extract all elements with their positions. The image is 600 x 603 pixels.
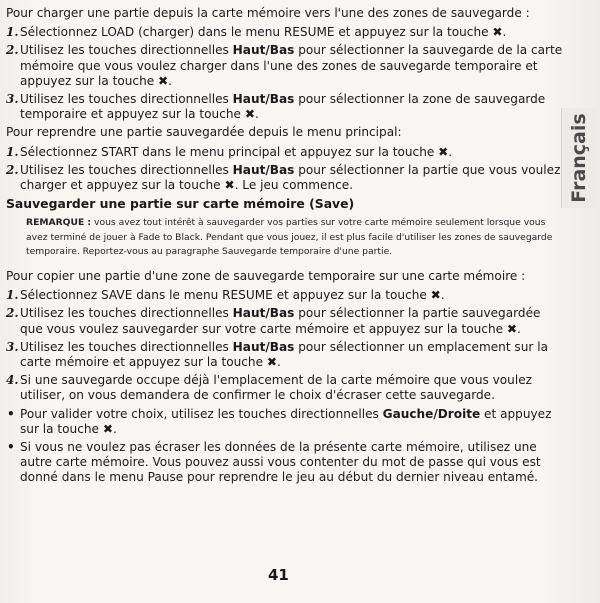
language-tab-label: Français — [568, 113, 590, 203]
step-number: 2. — [6, 162, 19, 177]
list-item — [6, 440, 566, 486]
step-text-end: . — [168, 73, 173, 88]
step-text: Sélectionnez LOAD (charger) dans le menu RESUME et appuyez sur la touche — [20, 25, 493, 40]
step-number: 1. — [6, 144, 19, 159]
step-text: pour sélectionner la zone de sauvegarde temporaire et appuyez sur la touche — [20, 92, 546, 122]
bullet-text: Pour valider votre choix, utilisez les touches directionnelles — [20, 406, 383, 421]
step-text: Sélectionnez START dans le menu principal et appuyez sur la touche — [20, 144, 439, 159]
step-text: pour sélectionner la sauvegarde de la carte mémoire que vous voulez charger dans l'une des zones de sauvegarde temporaire et appuyez sur la touche — [20, 43, 563, 88]
load-steps — [6, 25, 566, 122]
note-box — [26, 216, 566, 259]
page-number: 41 — [268, 566, 289, 584]
list-item — [6, 340, 566, 370]
section-heading: Sauvegarder une partie sur carte mémoire (Save) — [6, 196, 355, 212]
step-text-end: . — [517, 321, 521, 336]
cross-button-icon: ✖ — [244, 107, 255, 122]
key-name: Haut/Bas — [232, 306, 295, 321]
note-label: REMARQUE : — [26, 217, 92, 229]
cross-button-icon: ✖ — [430, 288, 441, 303]
step-text: Utilisez les touches directionnelles — [20, 43, 233, 58]
step-text: Si une sauvegarde occupe déjà l'emplacement de la carte mémoire que vous voulez utiliser, on vous demandera de confirmer le choix d'écraser cette sauvegarde. — [20, 373, 532, 403]
step-text-end: . — [254, 107, 259, 122]
resume-intro: Pour reprendre une partie sauvegardée depuis le menu principal: — [6, 125, 402, 140]
list-item — [6, 373, 566, 403]
step-text: pour sélectionner la partie sauvegardée que vous voulez sauvegarder sur votre carte mémoire et appuyez sur la touche — [20, 306, 541, 336]
bullet-text: et appuyez sur la touche — [20, 406, 552, 436]
step-number: 1. — [6, 288, 19, 303]
list-item — [6, 288, 566, 303]
step-text: Utilisez les touches directionnelles — [20, 306, 233, 321]
resume-steps — [6, 145, 566, 194]
load-intro: Pour charger une partie depuis la carte mémoire vers l'une des zones de sauvegarde : — [6, 6, 530, 20]
step-text-end: . — [277, 355, 281, 370]
key-name: Haut/Bas — [232, 43, 295, 58]
save-bullets — [6, 407, 566, 486]
step-text: Utilisez les touches directionnelles — [20, 162, 233, 177]
cross-button-icon: ✖ — [102, 421, 113, 436]
step-text-end: . — [440, 288, 445, 303]
list-item — [6, 25, 566, 40]
language-tab — [561, 108, 596, 208]
key-name: Gauche/Droite — [382, 406, 481, 421]
step-text: Sélectionnez SAVE dans le menu RESUME et appuyez sur la touche — [20, 288, 431, 303]
list-item — [6, 43, 566, 89]
cross-button-icon: ✖ — [438, 144, 449, 159]
list-item — [6, 92, 566, 122]
note-text: vous avez tout intérêt à sauvegarder vos parties sur votre carte mémoire seulement lorsque vous avez terminé de jouer à Fade to Black. Pendant que vous jouez, il est plus facile d'utiliser les zones de sauvegarde temporaire. Reportez-vous au paragraphe Sauvegarde temporaire d'une partie. — [26, 217, 553, 257]
cross-button-icon: ✖ — [158, 73, 169, 88]
bullet-icon: • — [7, 406, 15, 421]
step-text-end: . — [502, 25, 507, 40]
bullet-text: Si vous ne voulez pas écraser les données de la présente carte mémoire, utilisez une autre carte mémoire. Vous pouvez aussi vous contenter du mot de passe qui vous est donné dans le menu Pause pour reprendre le jeu au début du dernier niveau entamé. — [20, 440, 541, 485]
step-text: pour sélectionner la partie que vous voulez charger et appuyez sur la touche — [20, 162, 561, 193]
bullet-text-end: . — [112, 421, 117, 436]
list-item — [6, 145, 566, 160]
step-number: 4. — [6, 373, 19, 388]
cross-button-icon: ✖ — [506, 321, 518, 336]
step-text: Utilisez les touches directionnelles — [20, 339, 233, 354]
step-number: 2. — [6, 306, 19, 321]
key-name: Haut/Bas — [232, 162, 295, 177]
step-text-end: . Le jeu commence. — [234, 178, 354, 193]
step-number: 3. — [6, 339, 19, 354]
step-text-end: . — [448, 144, 453, 159]
save-intro: Pour copier une partie d'une zone de sauvegarde temporaire sur une carte mémoire : — [6, 269, 526, 284]
cross-button-icon: ✖ — [224, 178, 235, 193]
step-number: 3. — [6, 92, 19, 107]
list-item — [6, 163, 566, 193]
key-name: Haut/Bas — [232, 339, 295, 354]
step-text: pour sélectionner un emplacement sur la carte mémoire et appuyez sur la touche — [20, 339, 548, 370]
step-text: Utilisez les touches directionnelles — [20, 92, 233, 107]
page-content — [6, 6, 566, 489]
key-name: Haut/Bas — [232, 92, 295, 107]
cross-button-icon: ✖ — [266, 355, 277, 370]
save-steps — [6, 288, 566, 403]
bullet-icon: • — [7, 440, 15, 455]
list-item — [6, 407, 566, 437]
step-number: 2. — [6, 43, 19, 58]
cross-button-icon: ✖ — [492, 25, 503, 40]
list-item — [6, 306, 566, 336]
step-number: 1. — [6, 25, 19, 40]
